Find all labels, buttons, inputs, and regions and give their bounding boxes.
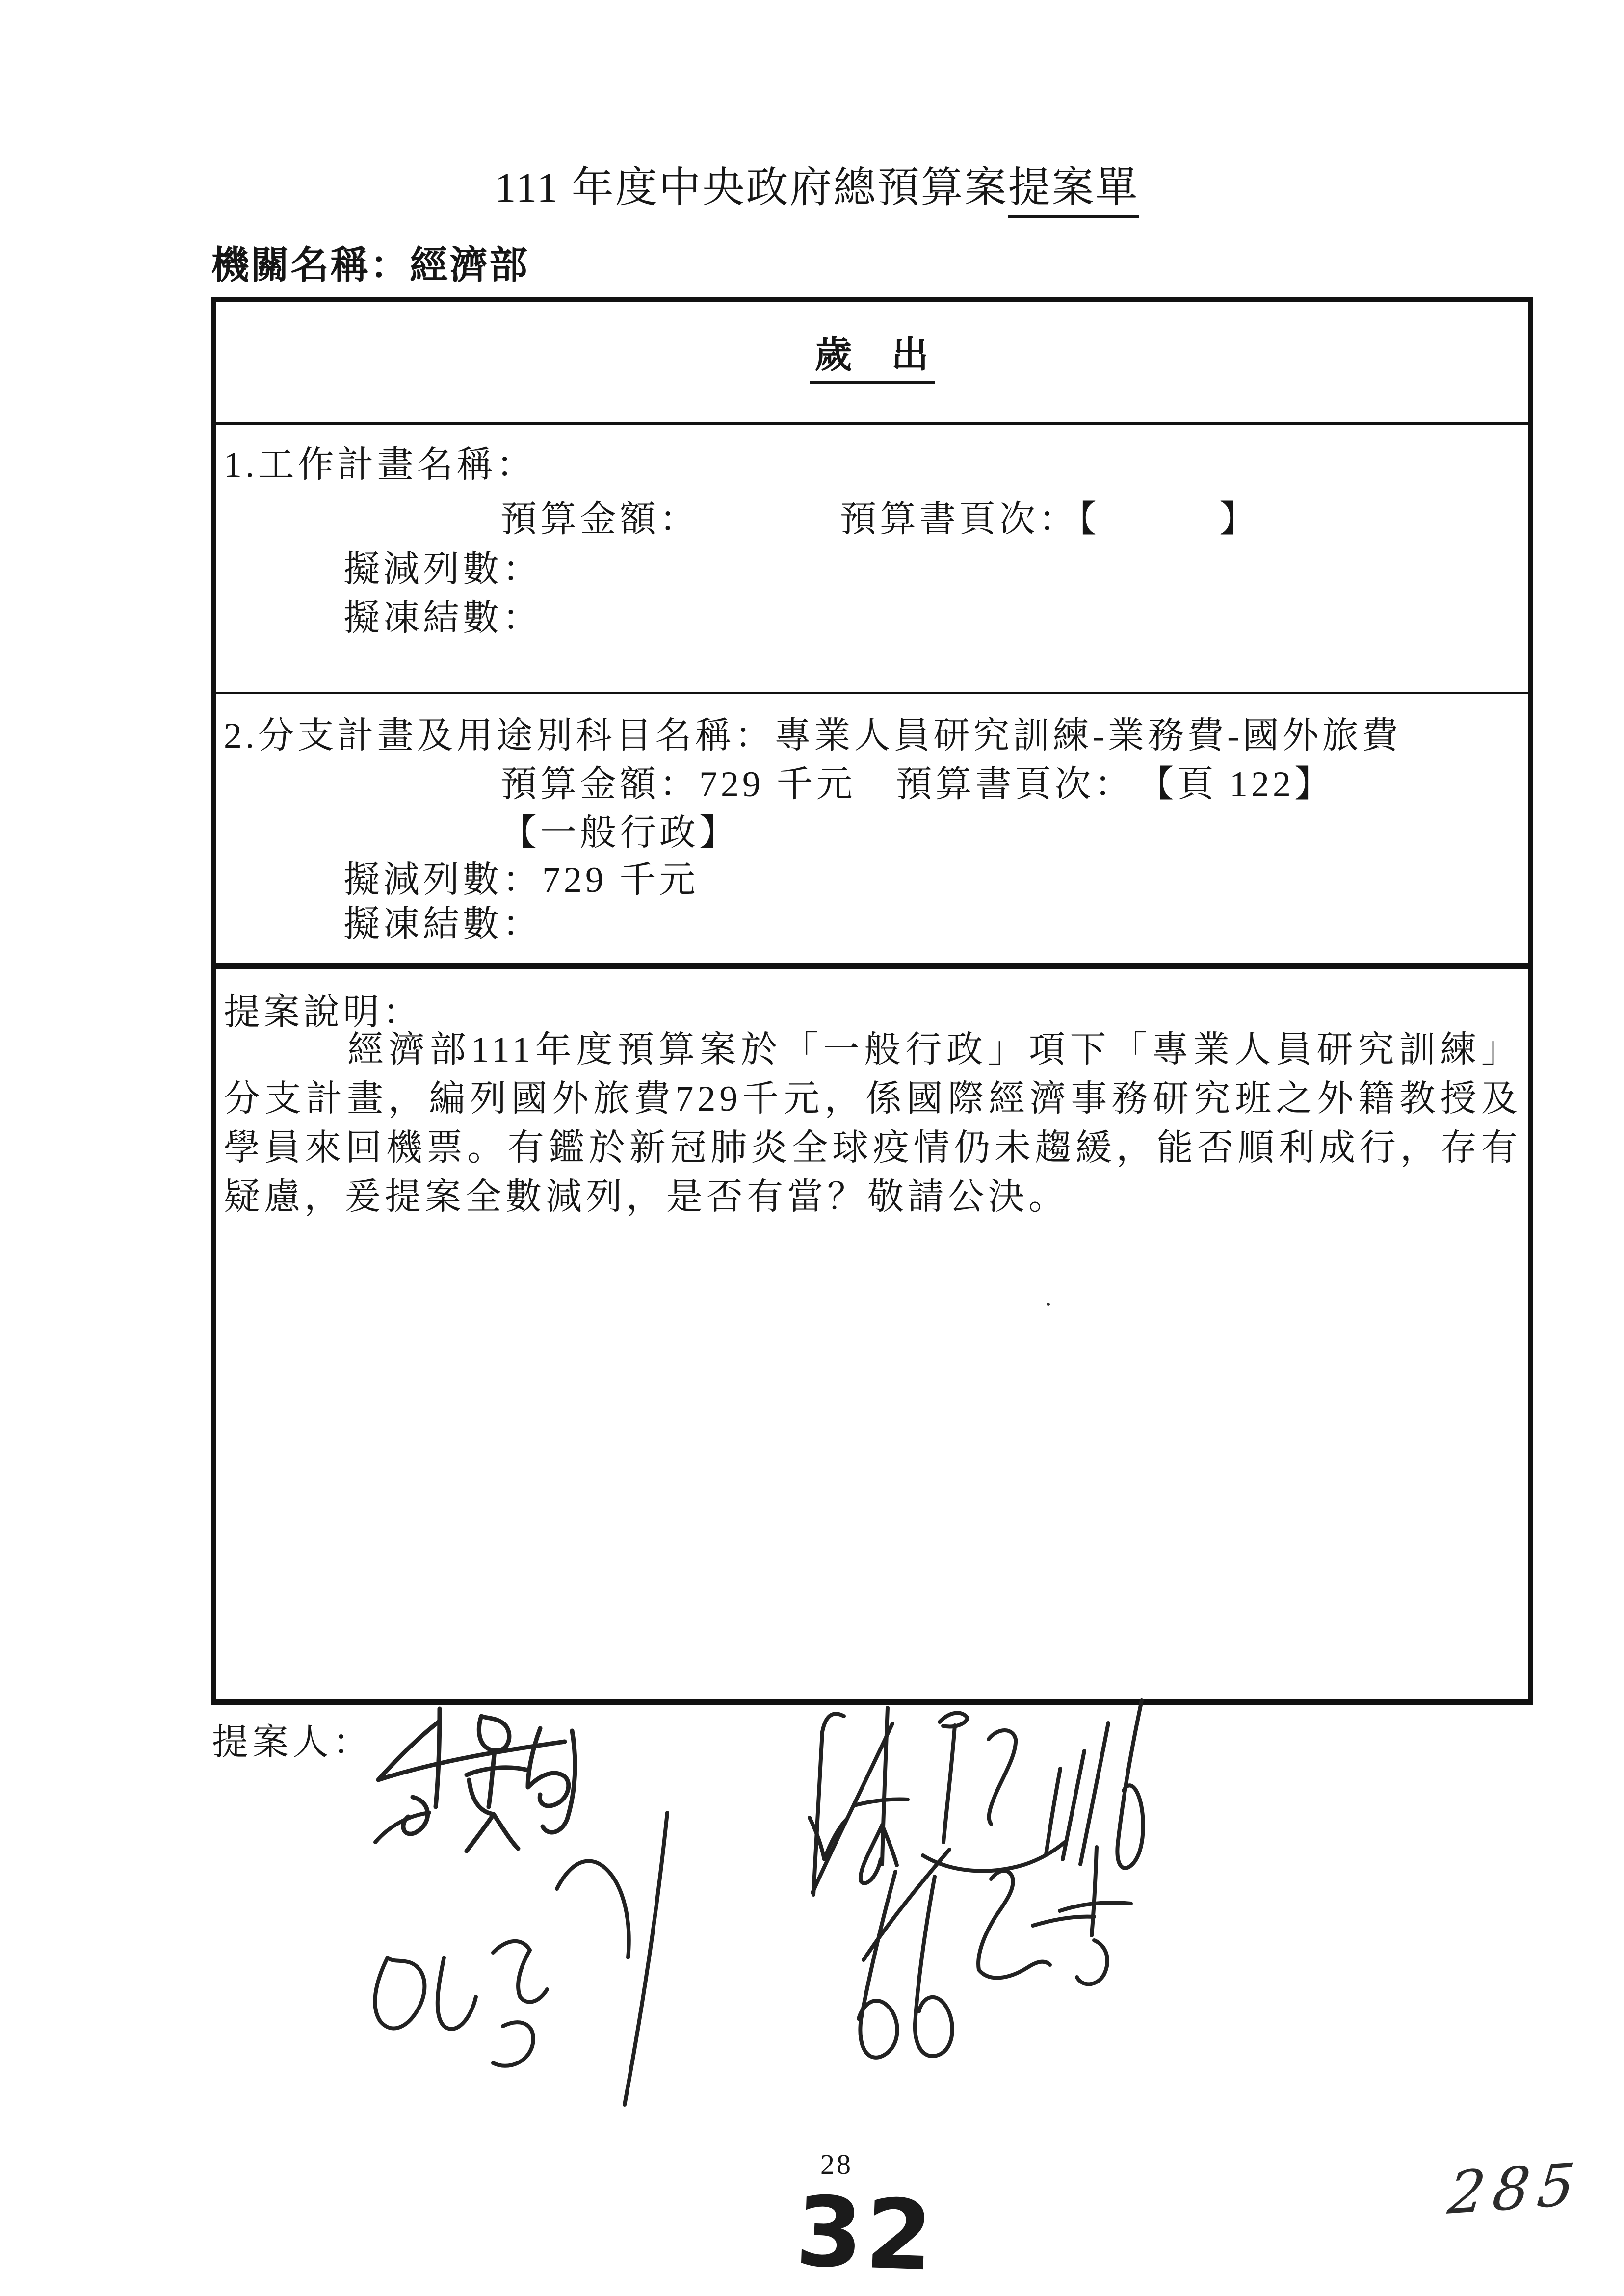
page-title-underlined: 提案單 <box>1008 164 1139 218</box>
proposal-explanation-paragraph: 經濟部111年度預算案於「一般行政」項下「專業人員研究訓練」分支計畫，編列國外旅費729千元，係國際經濟事務研究班之外籍教授及學員來回機票。有鑑於新冠肺炎全球疫情仍未趨緩，能否順利成行，存有疑慮，爰提案全數減列，是否有當？敬請公決。 <box>224 1030 1521 1217</box>
proposer-label: 提案人： <box>212 1722 373 1763</box>
work-plan-name-label: 1.工作計畫名稱： <box>224 445 536 485</box>
row-divider <box>216 692 1528 694</box>
budget-amount-page-line-1: 預算金額： 預算書頁次：【 】 <box>500 499 1259 540</box>
row-divider <box>216 422 1528 425</box>
scan-speck <box>1047 1303 1050 1306</box>
general-administration-tag: 【一般行政】 <box>500 813 739 853</box>
signature-4 <box>773 1813 1155 2097</box>
page-title <box>10 153 1624 214</box>
table-header-expenditure: 歲 出 <box>216 325 1528 378</box>
proposed-freeze-label-2: 擬凍結數： <box>343 904 542 944</box>
budget-amount-page-line-2: 預算金額：729 千元 預算書頁次： 【頁 122】 <box>500 764 1334 805</box>
handwritten-folio-number: 285 <box>1445 2149 1586 2228</box>
proposed-cut-value-2: 擬減列數：729 千元 <box>343 860 699 900</box>
budget-table <box>211 297 1533 1705</box>
page-title-prefix: 111 年度中央政府總預算案 <box>495 164 1008 211</box>
proposed-cut-label-1: 擬減列數： <box>343 549 542 590</box>
section-divider-thick <box>216 963 1528 969</box>
handwritten-page-number-marker: 32 <box>794 2176 938 2293</box>
proposed-freeze-label-1: 擬凍結數： <box>343 598 542 638</box>
sub-plan-item-name-line: 2.分支計畫及用途別科目名稱：專業人員研究訓練-業務費-國外旅費 <box>224 716 1402 756</box>
printed-page-number: 28 <box>820 2148 853 2180</box>
agency-name-line: 機關名稱：經濟部 <box>211 244 529 287</box>
signature-3 <box>346 1796 689 2129</box>
proposal-explanation-label: 提案說明： <box>224 992 422 1033</box>
